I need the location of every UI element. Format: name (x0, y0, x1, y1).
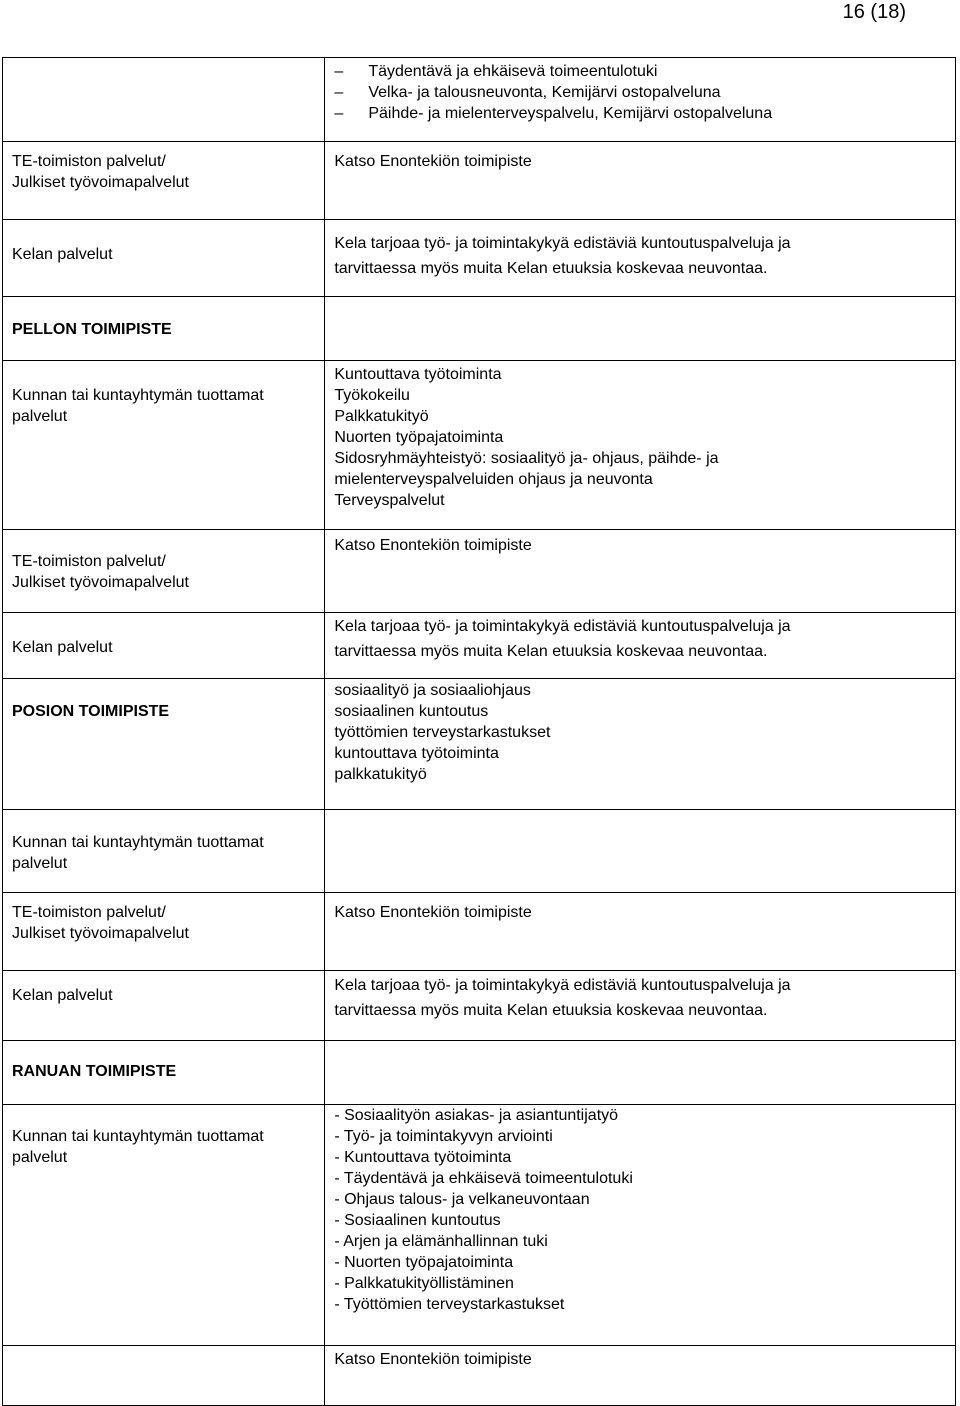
table-row (3, 971, 956, 1041)
katso-text: Katso Enontekiön toimipiste (334, 537, 532, 554)
list-item: - Työ- ja toimintakyvyn arviointi (334, 1128, 553, 1145)
pello-services (325, 361, 955, 511)
table-row (3, 361, 956, 530)
table-row (3, 1041, 956, 1105)
list-item: – Täydentävä ja ehkäisevä toimeentulotuki (334, 63, 658, 80)
list-item: mielenterveyspalveluiden ohjaus ja neuvonta (334, 471, 653, 488)
kunnan-label: Kunnan tai kuntayhtymän tuottamat palvelut (12, 1128, 264, 1166)
kela-text: Kela tarjoaa työ- ja toimintakykyä edistäviä kuntoutuspalveluja ja tarvittaessa myös muita Kelan etuuksia koskevaa neuvontaa. (334, 618, 791, 660)
list-item: sosiaalityö ja sosiaaliohjaus (334, 682, 531, 699)
table-row (3, 1346, 956, 1406)
dash-bullet-icon: – (334, 84, 344, 101)
intro-list (325, 58, 955, 124)
table-row (3, 58, 956, 142)
te-label: TE-toimiston palvelut/ Julkiset työvoimapalvelut (12, 153, 189, 191)
table-row (3, 679, 956, 810)
list-item: – Päihde- ja mielenterveyspalvelu, Kemijärvi ostopalveluna (334, 105, 773, 122)
section-title-ranua: RANUAN TOIMIPISTE (12, 1063, 177, 1080)
list-item: - Arjen ja elämänhallinnan tuki (334, 1233, 548, 1250)
table-row (3, 810, 956, 893)
kunnan-label: Kunnan tai kuntayhtymän tuottamat palvelut (12, 387, 264, 425)
list-item: kuntouttava työtoiminta (334, 745, 499, 762)
list-item: Kuntouttava työtoiminta (334, 366, 502, 383)
list-item: - Sosiaalityön asiakas- ja asiantuntijatyö (334, 1107, 619, 1124)
list-item: Työkokeilu (334, 387, 410, 404)
table-row (3, 297, 956, 361)
katso-text: Katso Enontekiön toimipiste (334, 1351, 532, 1368)
dash-bullet-icon: – (334, 105, 344, 122)
kela-label: Kelan palvelut (12, 246, 113, 263)
ranua-services (325, 1105, 955, 1315)
table-row (3, 142, 956, 220)
list-item: – Velka- ja talousneuvonta, Kemijärvi ostopalveluna (334, 84, 721, 101)
table-row (3, 893, 956, 971)
list-item: - Sosiaalinen kuntoutus (334, 1212, 501, 1229)
kela-text: Kela tarjoaa työ- ja toimintakykyä edistäviä kuntoutuspalveluja ja tarvittaessa myös muita Kelan etuuksia koskevaa neuvontaa. (334, 235, 791, 277)
list-item: - Palkkatukityöllistäminen (334, 1275, 514, 1292)
kela-text: Kela tarjoaa työ- ja toimintakykyä edistäviä kuntoutuspalveluja ja tarvittaessa myös muita Kelan etuuksia koskevaa neuvontaa. (334, 977, 791, 1019)
kela-label: Kelan palvelut (12, 639, 113, 656)
list-item: - Ohjaus talous- ja velkaneuvontaan (334, 1191, 590, 1208)
list-item: Nuorten työpajatoiminta (334, 429, 504, 446)
katso-text: Katso Enontekiön toimipiste (334, 153, 532, 170)
list-item: - Kuntouttava työtoiminta (334, 1149, 512, 1166)
table-row (3, 1105, 956, 1346)
te-label: TE-toimiston palvelut/ Julkiset työvoimapalvelut (12, 553, 189, 591)
kela-label: Kelan palvelut (12, 987, 113, 1004)
list-item: Palkkatukityö (334, 408, 429, 425)
page-number: 16 (18) (842, 1, 906, 23)
table-row (3, 613, 956, 679)
list-item: - Työttömien terveystarkastukset (334, 1296, 565, 1313)
list-item: työttömien terveystarkastukset (334, 724, 551, 741)
dash-bullet-icon: – (334, 63, 344, 80)
list-item: - Täydentävä ja ehkäisevä toimeentulotuki (334, 1170, 633, 1187)
list-item: palkkatukityö (334, 766, 427, 783)
list-item: - Nuorten työpajatoiminta (334, 1254, 514, 1271)
table-row (3, 220, 956, 297)
kunnan-label: Kunnan tai kuntayhtymän tuottamat palvelut (12, 834, 264, 872)
posio-services (325, 679, 955, 785)
te-label: TE-toimiston palvelut/ Julkiset työvoimapalvelut (12, 904, 189, 942)
section-title-pello: PELLON TOIMIPISTE (12, 321, 172, 338)
list-item: Sidosryhmäyhteistyö: sosiaalityö ja- ohjaus, päihde- ja (334, 450, 719, 467)
list-item: Terveyspalvelut (334, 492, 445, 509)
table-row (3, 530, 956, 613)
list-item: sosiaalinen kuntoutus (334, 703, 489, 720)
services-table (2, 57, 956, 1406)
katso-text: Katso Enontekiön toimipiste (334, 904, 532, 921)
section-title-posio: POSION TOIMIPISTE (12, 703, 170, 720)
